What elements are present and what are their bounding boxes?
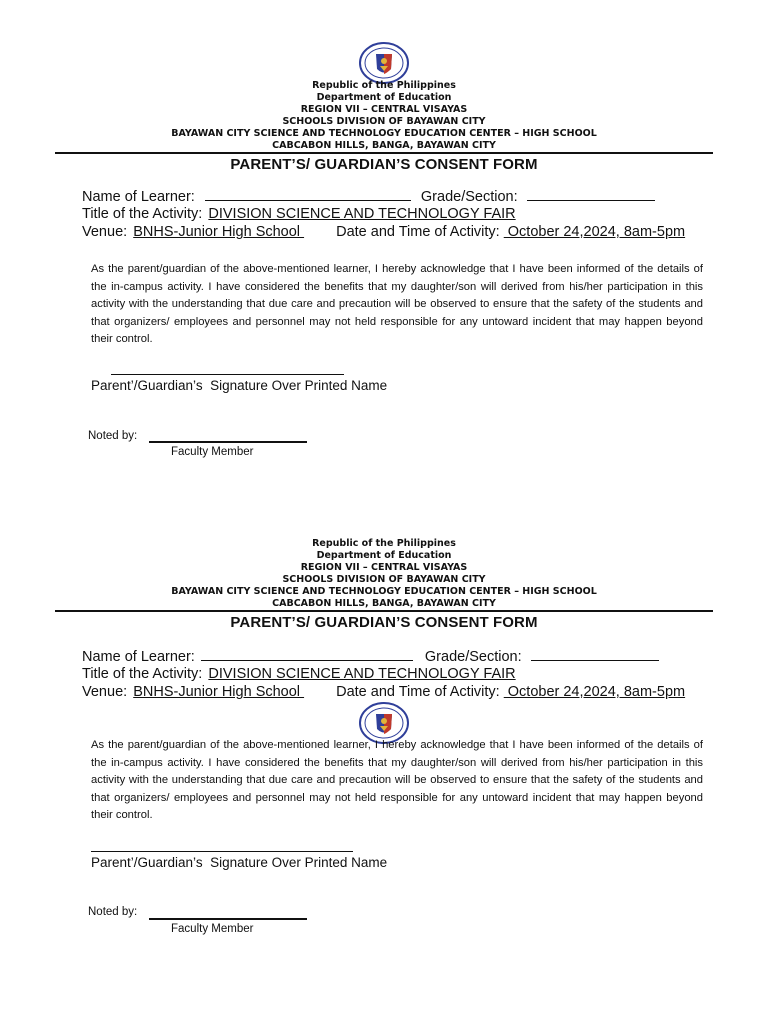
letterhead-line: CABCABON HILLS, BANGA, BAYAWAN CITY: [272, 140, 496, 151]
header-divider: [55, 152, 713, 154]
activity-row: [82, 206, 516, 222]
letterhead: [0, 538, 768, 610]
grade-blank[interactable]: [531, 648, 659, 661]
signature-label: Parent’/Guardian’s Signature Over Printed Name: [91, 378, 388, 393]
datetime-value: October 24,2024, 8am-5pm: [503, 684, 686, 700]
noted-by-line[interactable]: [149, 441, 307, 443]
venue-row: [82, 224, 685, 240]
name-label: Name of Learner:: [82, 649, 195, 665]
activity-label: Title of the Activity:: [82, 206, 203, 222]
form-title: PARENT’S/ GUARDIAN’S CONSENT FORM: [230, 156, 538, 173]
letterhead-line: SCHOOLS DIVISION OF BAYAWAN CITY: [282, 116, 486, 127]
letterhead-line: BAYAWAN CITY SCIENCE AND TECHNOLOGY EDUCATION CENTER – HIGH SCHOOL: [171, 586, 597, 597]
consent-paragraph: As the parent/guardian of the above-mentioned learner, I hereby acknowledge that I have been informed of the details of the in-campus activity. I have considered the benefits that my daughter/son will derived from his/her participation in this activity with the understanding that due care and precaution will be observed to ensure that the safety of the students and that organizers/ employees and personnel may not held responsible for any untoward incident that may happen beyond their control.: [91, 739, 703, 822]
letterhead-line: BAYAWAN CITY SCIENCE AND TECHNOLOGY EDUCATION CENTER – HIGH SCHOOL: [171, 128, 597, 139]
venue-row: [82, 684, 685, 700]
signature-label: Parent’/Guardian’s Signature Over Printed Name: [91, 855, 388, 870]
noted-by-label: Noted by:: [88, 906, 138, 918]
venue-value: BNHS-Junior High School: [133, 224, 305, 240]
noted-by-label: Noted by:: [88, 430, 138, 442]
venue-label: Venue:: [82, 684, 128, 700]
letterhead: [0, 80, 768, 152]
activity-label: Title of the Activity:: [82, 666, 203, 682]
faculty-member-label: Faculty Member: [171, 923, 254, 935]
noted-by-line[interactable]: [149, 918, 307, 920]
letterhead-line: REGION VII – CENTRAL VISAYAS: [300, 562, 468, 573]
header-divider: [55, 610, 713, 612]
activity-value: DIVISION SCIENCE AND TECHNOLOGY FAIR: [208, 206, 516, 222]
activity-value: DIVISION SCIENCE AND TECHNOLOGY FAIR: [208, 666, 516, 682]
datetime-label: Date and Time of Activity:: [336, 684, 500, 700]
grade-label: Grade/Section:: [420, 189, 518, 205]
deped-seal-icon: [354, 42, 414, 84]
letterhead-line: REGION VII – CENTRAL VISAYAS: [300, 104, 468, 115]
letterhead-line: SCHOOLS DIVISION OF BAYAWAN CITY: [282, 574, 486, 585]
name-blank[interactable]: [205, 188, 411, 201]
datetime-label: Date and Time of Activity:: [336, 224, 500, 240]
name-blank[interactable]: [201, 648, 413, 661]
grade-blank[interactable]: [527, 188, 655, 201]
learner-row: [82, 188, 655, 205]
letterhead-line: Republic of the Philippines: [312, 538, 456, 549]
faculty-member-label: Faculty Member: [171, 446, 254, 458]
learner-row: [82, 648, 659, 665]
name-label: Name of Learner:: [82, 189, 195, 205]
form-title: PARENT’S/ GUARDIAN’S CONSENT FORM: [230, 614, 538, 631]
letterhead-line: Republic of the Philippines: [312, 80, 456, 91]
letterhead-line: CABCABON HILLS, BANGA, BAYAWAN CITY: [272, 598, 496, 609]
venue-value: BNHS-Junior High School: [133, 684, 305, 700]
grade-label: Grade/Section:: [424, 649, 522, 665]
venue-label: Venue:: [82, 224, 128, 240]
letterhead-line: Department of Education: [316, 92, 452, 103]
consent-paragraph: As the parent/guardian of the above-mentioned learner, I hereby acknowledge that I have been informed of the details of the in-campus activity. I have considered the benefits that my daughter/son will derived from his/her participation in this activity with the understanding that due care and precaution will be observed to ensure that the safety of the students and that organizers/ employees and personnel may not held responsible for any untoward incident that may happen beyond their control.: [91, 263, 703, 346]
datetime-value: October 24,2024, 8am-5pm: [503, 224, 686, 240]
signature-line[interactable]: [111, 374, 344, 375]
letterhead-line: Department of Education: [316, 550, 452, 561]
signature-line[interactable]: [91, 851, 353, 852]
activity-row: [82, 666, 516, 682]
